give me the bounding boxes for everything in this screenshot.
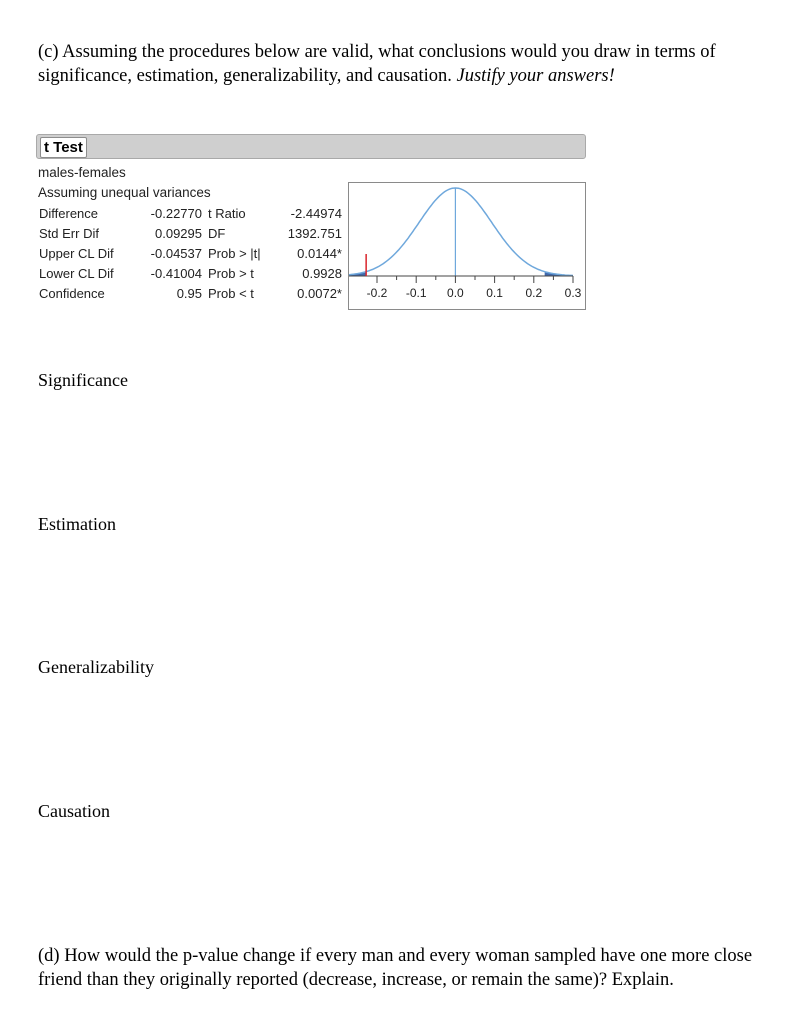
x-tick-label: -0.2 [366,286,388,300]
row-stat-value: 0.9928 [302,266,342,281]
row-value: -0.22770 [150,206,202,221]
x-tick-label: 0.2 [525,286,543,300]
row-stat-value: 1392.751 [287,226,342,241]
row-stat-label: Prob < t [208,286,254,301]
row-stat-label: Prob > t [208,266,254,281]
row-label: Difference [39,206,99,221]
question-c [38,40,768,88]
row-stat-label: Prob > |t| [208,246,261,261]
row-label: Lower CL Dif [39,266,114,281]
question-c-emphasis: Justify your answers! [456,66,615,86]
row-value: -0.04537 [150,246,202,261]
x-tick-label: -0.1 [405,286,427,300]
question-c-text: (c) Assuming the procedures below are valid, what conclusions would you draw in terms of significance, estimation, generalizability, and causation. [38,42,716,86]
row-stat-value: 0.0072* [297,286,342,301]
t-test-title: t Test [40,137,87,158]
heading-significance: Significance [38,370,128,390]
row-label: Confidence [39,286,105,301]
t-distribution-plot [349,183,585,309]
row-label: Upper CL Dif [39,246,114,261]
question-d: (d) How would the p-value change if every man and every woman sampled have one more close friend than they originally reported (decrease, increase, or remain the same)? Explain. [38,946,753,990]
t-test-title-bar[interactable] [36,134,586,159]
x-tick-label: 0.3 [564,286,582,300]
heading-causation: Causation [38,801,110,821]
t-test-subtitle: males-females [38,165,126,180]
row-value: 0.95 [176,286,202,301]
heading-estimation: Estimation [38,514,116,534]
heading-generalizability: Generalizability [38,657,154,677]
row-stat-value: -2.44974 [290,206,342,221]
row-stat-label: DF [208,226,226,241]
row-value: 0.09295 [155,226,202,241]
t-test-note: Assuming unequal variances [38,185,211,200]
row-value: -0.41004 [150,266,202,281]
x-tick-label: 0.0 [447,286,464,300]
t-test-panel [36,134,588,316]
x-tick-label: 0.1 [486,286,503,300]
t-distribution-chart [348,182,586,310]
row-stat-label: t Ratio [208,206,246,221]
row-stat-value: 0.0144* [297,246,342,261]
row-label: Std Err Dif [39,226,99,241]
density-curve [349,188,573,276]
